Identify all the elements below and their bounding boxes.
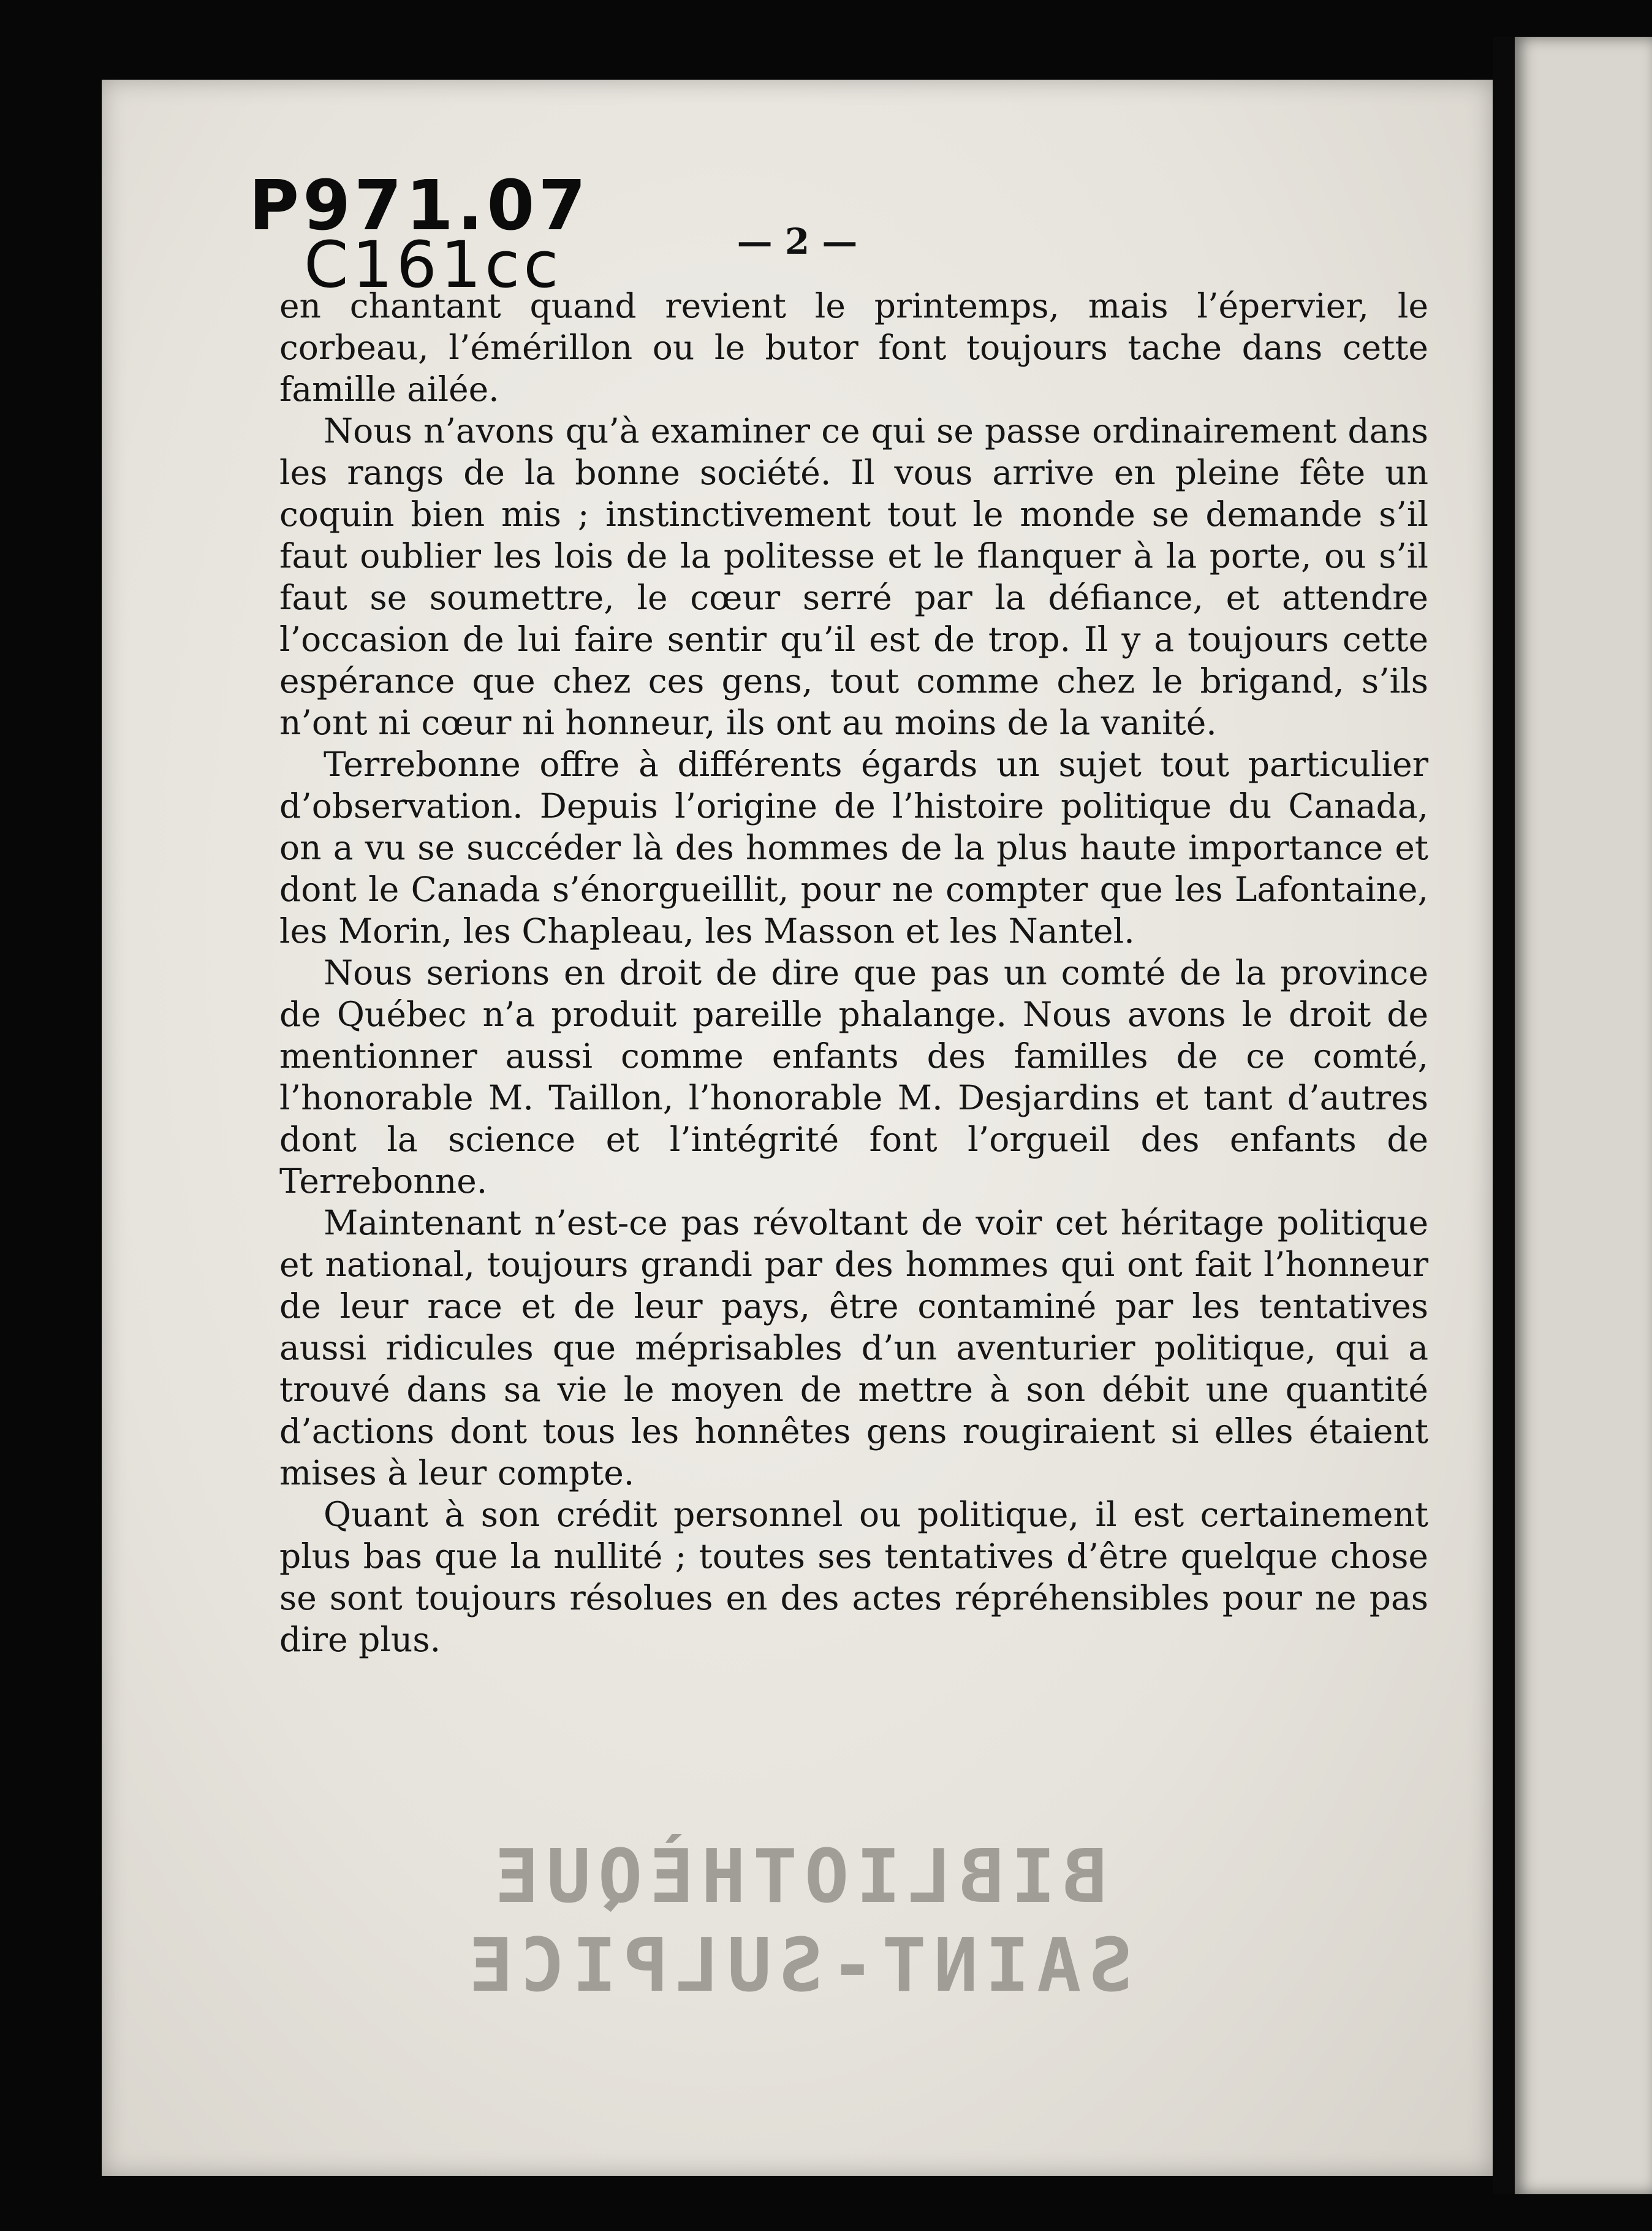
- paragraph-4: Nous serions en droit de dire que pas un comté de la province de Québec n’a produit pareille phalange. Nous avons le droit de mentionner aussi comme enfants des familles de ce comté, l’honorable M. Taillon, l’honorable M. Desjardins et tant d’autres dont la science et l’intégrité font l’orgueil des enfants de Terrebonne.: [279, 953, 1428, 1201]
- paragraph-6: Quant à son crédit personnel ou politique, il est certainement plus bas que la nullité ; toutes ses tentatives d’être quelque chose se sont toujours résolues en des actes répréhensibles pour ne pas dire plus.: [279, 1495, 1428, 1659]
- body-text: [279, 285, 1428, 1660]
- call-number-line-1: P971.07: [249, 166, 590, 246]
- paragraph-3: Terrebonne offre à différents égards un sujet tout particulier d’observation. Depuis l’origine de l’histoire politique du Canada, on a vu se succéder là des hommes de la plus haute importance et dont le Canada s’énorgueillit, pour ne compter que les Lafontaine, les Morin, les Chapleau, les Masson et les Nantel.: [279, 745, 1428, 951]
- paragraph-5: Maintenant n’est-ce pas révoltant de voir cet héritage politique et national, toujours grandi par des hommes qui ont fait l’honneur de leur race et de leur pays, être contaminé par les tentatives aussi ridicules que méprisables d’un aventurier politique, qui a trouvé dans sa vie le moyen de mettre à son débit une quantité d’actions dont tous les honnêtes gens rougiraient si elles étaient mises à leur compte.: [279, 1203, 1428, 1492]
- paragraph-2: Nous n’avons qu’à examiner ce qui se passe ordinairement dans les rangs de la bonne société. Il vous arrive en pleine fête un coquin bien mis ; instinctivement tout le monde se demande s’il faut oublier les lois de la politesse et le flanquer à la porte, ou s’il faut se soumettre, le cœur serré par la défiance, et attendre l’occasion de lui faire sentir qu’il est de trop. Il y a toujours cette espérance que chez ces gens, tout comme chez le brigand, s’ils n’ont ni cœur ni honneur, ils ont au moins de la vanité.: [279, 411, 1428, 742]
- call-number-line-2: C161cc: [304, 227, 563, 302]
- library-perforation-stamp: [405, 1833, 1189, 2010]
- page-number: — 2 —: [737, 221, 858, 262]
- stamp-line-2: SAINT-SULPICE: [461, 1923, 1133, 2009]
- adjacent-page-edge: [1515, 37, 1652, 2194]
- stamp-line-1: BIBLIOTHÈQUE: [487, 1834, 1107, 1920]
- paragraph-1: en chantant quand revient le printemps, mais l’épervier, le corbeau, l’émérillon ou le butor font toujours tache dans cette famille ailée.: [279, 286, 1428, 409]
- document-page: [102, 80, 1493, 2176]
- page-gutter: [1493, 37, 1515, 2194]
